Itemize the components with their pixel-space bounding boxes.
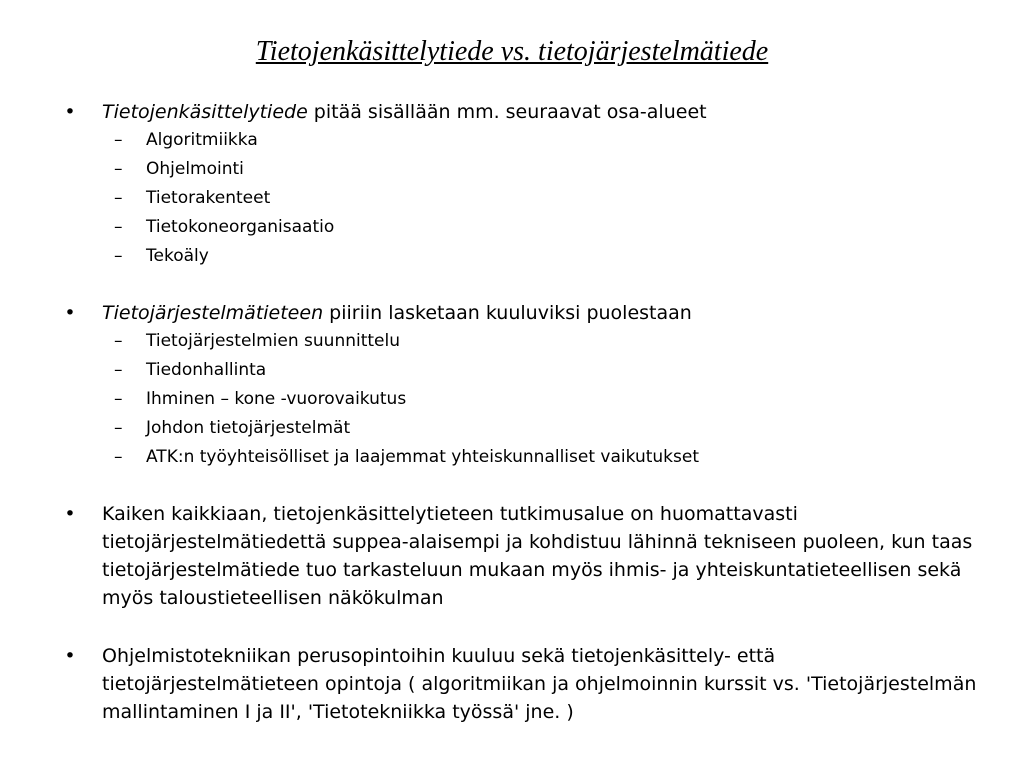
sub-item-text: Tietokoneorganisaatio	[146, 217, 335, 237]
sub-item-text: Tiedonhallinta	[146, 360, 267, 380]
bullet-emphasis: Tietojärjestelmätieteen	[102, 302, 324, 324]
sub-item	[60, 155, 980, 184]
dash-marker: –	[114, 418, 123, 438]
bullet-item	[60, 299, 980, 472]
sub-item-text: Johdon tietojärjestelmät	[146, 418, 351, 438]
sub-item-text: Tekoäly	[146, 246, 209, 266]
sub-list	[102, 327, 980, 472]
sub-item	[60, 443, 980, 472]
slide-content	[60, 98, 980, 726]
sub-item	[60, 385, 980, 414]
bullet-item	[60, 642, 980, 726]
sub-item	[60, 327, 980, 356]
dash-marker: –	[114, 447, 123, 467]
sub-item-text: Ihminen – kone -vuorovaikutus	[146, 389, 407, 409]
sub-item-text: Algoritmiikka	[146, 130, 258, 150]
dash-marker: –	[114, 389, 123, 409]
bullet-dot: •	[64, 503, 76, 525]
sub-item	[60, 242, 980, 271]
sub-item	[60, 414, 980, 443]
bullet-dot: •	[64, 645, 76, 667]
dash-marker: –	[114, 331, 123, 351]
bullet-emphasis: Tietojenkäsittelytiede	[102, 101, 308, 123]
sub-item-text: Ohjelmointi	[146, 159, 244, 179]
bullet-paragraph: Ohjelmistotekniikan perusopintoihin kuuluu sekä tietojenkäsittely- että tietojärjestelmätieteen opintoja ( algoritmiikan ja ohjelmoinnin kurssit vs. 'Tietojärjestelmän mallintaminen I ja II', 'Tietotekniikka työssä' jne. )	[102, 645, 977, 723]
sub-item	[60, 126, 980, 155]
bullet-dot: •	[64, 302, 76, 324]
sub-item	[60, 356, 980, 385]
dash-marker: –	[114, 188, 123, 208]
bullet-item	[60, 500, 980, 612]
bullet-text: piiriin lasketaan kuuluviksi puolestaan	[323, 302, 692, 324]
sub-item-text: Tietorakenteet	[146, 188, 271, 208]
bullet-text: pitää sisällään mm. seuraavat osa-alueet	[307, 101, 707, 123]
sub-item	[60, 184, 980, 213]
dash-marker: –	[114, 159, 123, 179]
bullet-dot: •	[64, 101, 76, 123]
dash-marker: –	[114, 360, 123, 380]
bullet-paragraph: Kaiken kaikkiaan, tietojenkäsittelytieteen tutkimusalue on huomattavasti tietojärjestelmätiedettä suppea-alaisempi ja kohdistuu lähinnä tekniseen puoleen, kun taas tietojärjestelmätiede tuo tarkasteluun mukaan myös ihmis- ja yhteiskuntatieteellisen sekä myös taloustieteellisen näkökulman	[102, 503, 973, 609]
bullet-item	[60, 98, 980, 271]
sub-item-text: Tietojärjestelmien suunnittelu	[146, 331, 401, 351]
dash-marker: –	[114, 130, 123, 150]
sub-item-text: ATK:n työyhteisölliset ja laajemmat yhteiskunnalliset vaikutukset	[146, 447, 699, 467]
dash-marker: –	[114, 217, 123, 237]
sub-item	[60, 213, 980, 242]
sub-list	[102, 126, 980, 271]
slide-title: Tietojenkäsittelytiede vs. tietojärjestelmätiede	[255, 36, 769, 67]
dash-marker: –	[114, 246, 123, 266]
